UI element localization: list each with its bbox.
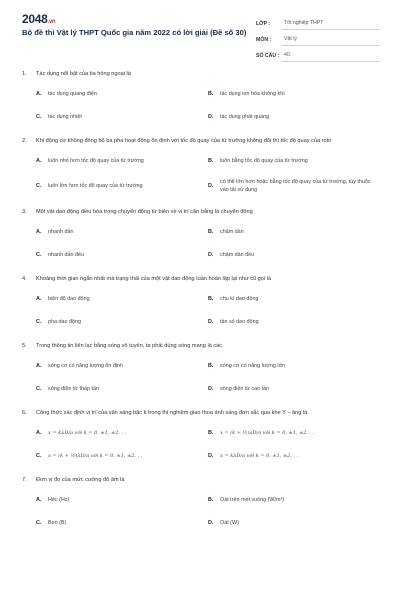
question-number: 5. xyxy=(22,343,27,349)
option-letter: C. xyxy=(36,319,42,325)
question-item xyxy=(0,342,400,395)
option-letter: D. xyxy=(208,319,214,325)
answer-options xyxy=(0,427,400,462)
option-letter: A. xyxy=(36,229,42,235)
option-letter: B. xyxy=(208,158,214,164)
question-number: 1. xyxy=(22,71,27,77)
answer-option[interactable] xyxy=(208,249,380,261)
meta-row xyxy=(256,46,380,62)
option-text: Héc (Hz) xyxy=(48,497,70,503)
meta-row xyxy=(256,14,380,30)
meta-row xyxy=(256,30,380,46)
question-body: Khoảng thời gian ngắn nhất mà trạng thái của một vật dao động tuần hoàn lặp lại như cũ gọi là xyxy=(36,276,272,282)
question-body: Tác dụng nổi bật của tia hồng ngoại là xyxy=(36,71,131,77)
answer-options xyxy=(0,88,400,123)
answer-option[interactable] xyxy=(36,427,208,439)
option-letter: B. xyxy=(208,229,214,235)
answer-option[interactable] xyxy=(208,450,380,462)
answer-option[interactable] xyxy=(208,226,380,238)
meta-key: MÔN : xyxy=(256,37,272,43)
answer-option[interactable] xyxy=(36,517,208,529)
option-text: tần số dao động xyxy=(220,319,259,325)
answer-option[interactable] xyxy=(208,316,380,328)
question-number: 2. xyxy=(22,138,27,144)
answer-option[interactable] xyxy=(208,178,380,194)
option-text: luôn lớn hơn tốc độ quay của từ trường xyxy=(48,183,143,189)
option-letter: C. xyxy=(36,386,42,392)
answer-option[interactable] xyxy=(208,517,380,529)
document-meta xyxy=(256,14,380,62)
option-text: nhanh dần xyxy=(48,229,74,235)
answer-option[interactable] xyxy=(208,293,380,305)
option-text: chậm dần xyxy=(220,229,244,235)
question-text xyxy=(0,409,400,417)
option-letter: B. xyxy=(208,430,214,436)
question-item xyxy=(0,137,400,194)
option-text: tác dụng quang điện xyxy=(48,91,97,97)
logo-text: 2048 xyxy=(22,12,48,26)
option-letter: C. xyxy=(36,114,42,120)
logo-suffix: .vn xyxy=(47,19,56,25)
option-text: pha dao động xyxy=(48,319,81,325)
page-header xyxy=(0,0,400,66)
question-list xyxy=(0,70,400,543)
option-text: luôn bằng tốc độ quay của từ trường xyxy=(220,158,308,164)
option-text: x = kλD/a với k = 0, ±1, ±2. . . xyxy=(220,453,299,459)
option-letter: D. xyxy=(208,114,214,120)
question-item xyxy=(0,275,400,328)
question-number: 4. xyxy=(22,276,27,282)
option-letter: D. xyxy=(208,453,214,459)
question-body: Trong thông tin liên lạc bằng sóng vô tuyến, ta phải dùng sóng mang là các xyxy=(36,343,223,349)
option-text: x = kλD/a với k = 0, ±1, ±2. . . xyxy=(48,430,127,436)
answer-option[interactable] xyxy=(208,111,380,123)
option-letter: A. xyxy=(36,158,42,164)
answer-option[interactable] xyxy=(208,360,380,372)
option-text: sóng cơ có năng lượng ổn định xyxy=(48,363,124,369)
answer-option[interactable] xyxy=(208,88,380,100)
answer-option[interactable] xyxy=(36,178,208,194)
question-number: 3. xyxy=(22,209,27,215)
meta-value: Vật lý xyxy=(282,36,380,46)
option-letter: A. xyxy=(36,430,42,436)
option-text: x = (k + ½)λD/a với k = 0, ±1, ±2. . . xyxy=(48,453,143,459)
answer-option[interactable] xyxy=(36,360,208,372)
option-text: tác dụng ion hóa không khí xyxy=(220,91,285,97)
answer-options xyxy=(0,293,400,328)
option-text: sóng điện từ thấp tần xyxy=(48,386,99,392)
question-number: 7. xyxy=(22,477,27,483)
option-letter: D. xyxy=(208,520,214,526)
question-item xyxy=(0,476,400,529)
question-text xyxy=(0,342,400,350)
answer-option[interactable] xyxy=(36,316,208,328)
document-title: Bộ đề thi Vật lý THPT Quốc gia năm 2022 có lời giải (Đề số 30) xyxy=(22,28,247,37)
meta-value: Tốt nghiệp THPT xyxy=(282,20,380,30)
option-letter: C. xyxy=(36,183,42,189)
option-text: có thể lớn hơn hoặc bằng tốc độ quay của từ trường, tùy thuộc vào tải sử dụng xyxy=(220,179,371,193)
answer-option[interactable] xyxy=(36,249,208,261)
option-letter: B. xyxy=(208,296,214,302)
meta-key: LỚP : xyxy=(256,21,271,27)
answer-options xyxy=(0,155,400,194)
option-text: sóng cơ có năng lượng lớn xyxy=(220,363,286,369)
option-letter: C. xyxy=(36,252,42,258)
meta-key: SỐ CÂU : xyxy=(256,53,280,59)
answer-option[interactable] xyxy=(36,494,208,506)
answer-options xyxy=(0,360,400,395)
option-letter: D. xyxy=(208,252,214,258)
option-letter: D. xyxy=(208,386,214,392)
question-text xyxy=(0,208,400,216)
question-item xyxy=(0,208,400,261)
site-logo[interactable] xyxy=(22,12,55,26)
option-letter: A. xyxy=(36,91,42,97)
answer-option[interactable] xyxy=(36,383,208,395)
answer-option[interactable] xyxy=(36,293,208,305)
option-letter: B. xyxy=(208,91,214,97)
question-body: Đơn vị đo của mức cường độ âm là xyxy=(36,477,125,483)
question-body: Một vật dao động điều hòa trong chuyển động từ biên về vị trí cân bằng là chuyển động xyxy=(36,209,253,215)
option-letter: B. xyxy=(208,497,214,503)
option-text: Oát (W) xyxy=(220,520,239,526)
option-text: tác dụng phát quang xyxy=(220,114,270,120)
option-text: luôn nhỏ hơn tốc độ quay của từ trường xyxy=(48,158,144,164)
option-letter: A. xyxy=(36,497,42,503)
question-number: 6. xyxy=(22,410,27,416)
question-body: Khi động cơ không đồng bộ ba pha hoạt động ổn định với tốc độ quay của từ trường không đổi thì tốc độ quay của roto xyxy=(36,138,332,144)
answer-option[interactable] xyxy=(36,111,208,123)
answer-option[interactable] xyxy=(36,88,208,100)
option-text: sóng điện từ cao tần xyxy=(220,386,270,392)
option-text: tác dụng nhiệt xyxy=(48,114,82,120)
option-letter: C. xyxy=(36,520,42,526)
question-item xyxy=(0,70,400,123)
answer-option[interactable] xyxy=(208,427,380,439)
answer-option[interactable] xyxy=(208,494,380,506)
option-text: nhanh dần đều xyxy=(48,252,84,258)
question-text xyxy=(0,476,400,484)
question-item xyxy=(0,409,400,462)
question-text xyxy=(0,137,400,145)
option-text: chậm dần đều xyxy=(220,252,255,258)
answer-option[interactable] xyxy=(36,226,208,238)
option-letter: C. xyxy=(36,453,42,459)
option-text: biên độ dao động xyxy=(48,296,90,302)
answer-option[interactable] xyxy=(36,155,208,167)
option-text: Ben (B) xyxy=(48,520,67,526)
answer-options xyxy=(0,226,400,261)
option-letter: B. xyxy=(208,363,214,369)
answer-option[interactable] xyxy=(208,383,380,395)
meta-value: 40 xyxy=(282,52,380,62)
option-text: chu kì dao động xyxy=(220,296,259,302)
option-letter: A. xyxy=(36,363,42,369)
option-letter: D. xyxy=(208,183,214,189)
question-text xyxy=(0,70,400,78)
answer-option[interactable] xyxy=(208,155,380,167)
answer-option[interactable] xyxy=(36,450,208,462)
option-text: x = (k + ½)λD/a với k = 0, ±1, ±2. . . xyxy=(220,430,315,436)
answer-options xyxy=(0,494,400,529)
option-letter: A. xyxy=(36,296,42,302)
question-body: Công thức xác định vị trí của vân sáng bậc k trong thí nghiệm giao thoa ánh sáng đơn sắc qua khe Y – âng là xyxy=(36,410,308,416)
option-text: Oát trên mét vuông (W/m²) xyxy=(220,497,285,503)
question-text xyxy=(0,275,400,283)
